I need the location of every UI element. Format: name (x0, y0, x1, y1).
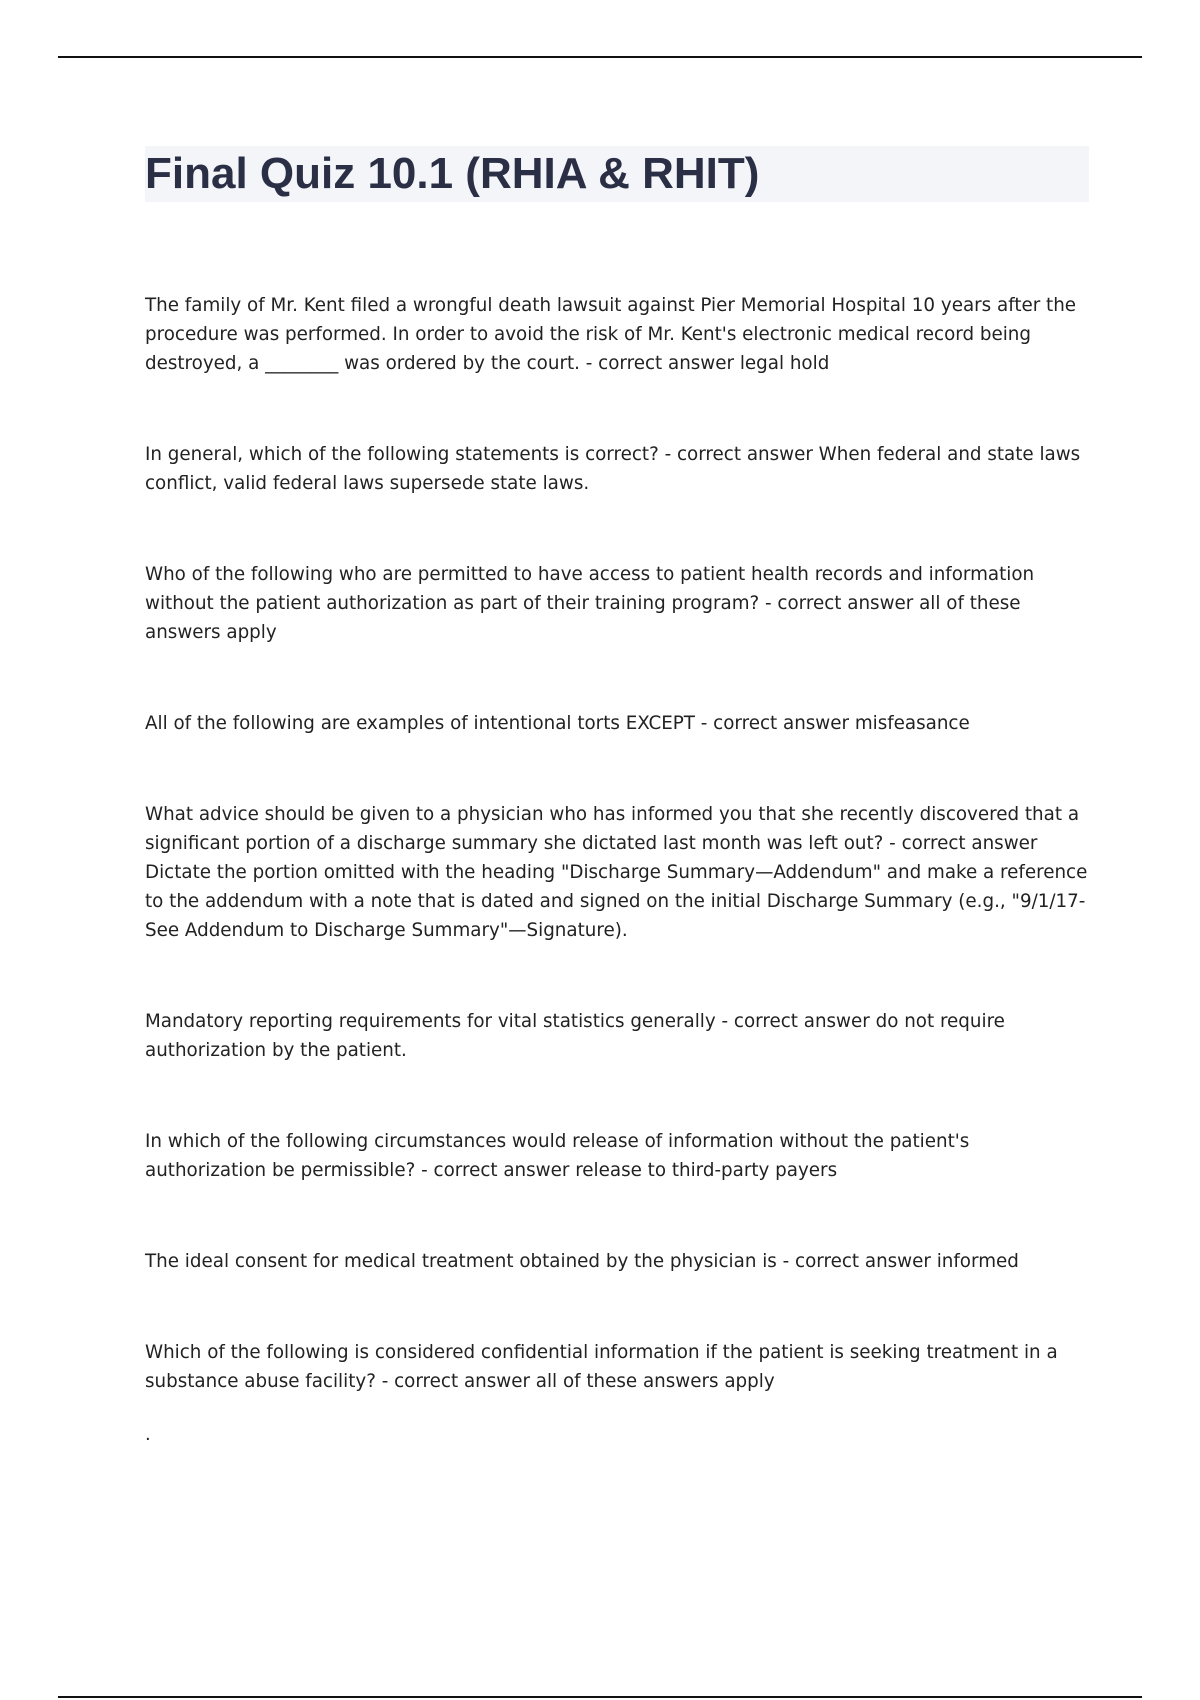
question-item-6 (145, 1007, 1090, 1065)
question-item-5 (145, 800, 1090, 945)
question-item-1 (145, 291, 1090, 378)
question-list (145, 291, 1090, 1396)
question-text: The ideal consent for medical treatment obtained by the physician is - correct answer informed (145, 1251, 1019, 1272)
question-item-9 (145, 1338, 1090, 1396)
top-rule (58, 56, 1142, 58)
question-item-7 (145, 1127, 1090, 1185)
question-item-2 (145, 440, 1090, 498)
question-text: Who of the following who are permitted to have access to patient health records and information without the patient authorization as part of their training program? - correct answer all of these answers apply (145, 564, 1035, 643)
bottom-rule (58, 1696, 1142, 1698)
question-text: All of the following are examples of intentional torts EXCEPT - correct answer misfeasance (145, 713, 970, 734)
question-item-3 (145, 560, 1090, 647)
question-text: The family of Mr. Kent filed a wrongful death lawsuit against Pier Memorial Hospital 10 years after the procedure was performed. In order to avoid the risk of Mr. Kent's electronic medical record being destroyed, a ________ was ordered by the court. - correct answer legal hold (145, 295, 1077, 374)
question-text: In which of the following circumstances would release of information without the patient's authorization be permissible? - correct answer release to third-party payers (145, 1131, 970, 1181)
question-item-4 (145, 709, 1090, 738)
question-text: In general, which of the following statements is correct? - correct answer When federal and state laws conflict, valid federal laws supersede state laws. (145, 444, 1081, 494)
question-text: Mandatory reporting requirements for vital statistics generally - correct answer do not require authorization by the patient. (145, 1011, 1005, 1061)
question-text: Which of the following is considered confidential information if the patient is seeking treatment in a substance abuse facility? - correct answer all of these answers apply (145, 1342, 1058, 1392)
page-title: Final Quiz 10.1 (RHIA & RHIT) (145, 149, 760, 198)
trailing-mark: . (145, 1424, 151, 1445)
question-text: What advice should be given to a physician who has informed you that she recently discovered that a significant portion of a discharge summary she dictated last month was left out? - correct answer Dictate the portion omitted with the heading "Discharge Summary—Addendum" and make a reference to the addendum with a note that is dated and signed on the initial Discharge Summary (e.g., "9/1/17-See Addendum to Discharge Summary"—Signature). (145, 804, 1088, 941)
question-item-8 (145, 1247, 1090, 1276)
